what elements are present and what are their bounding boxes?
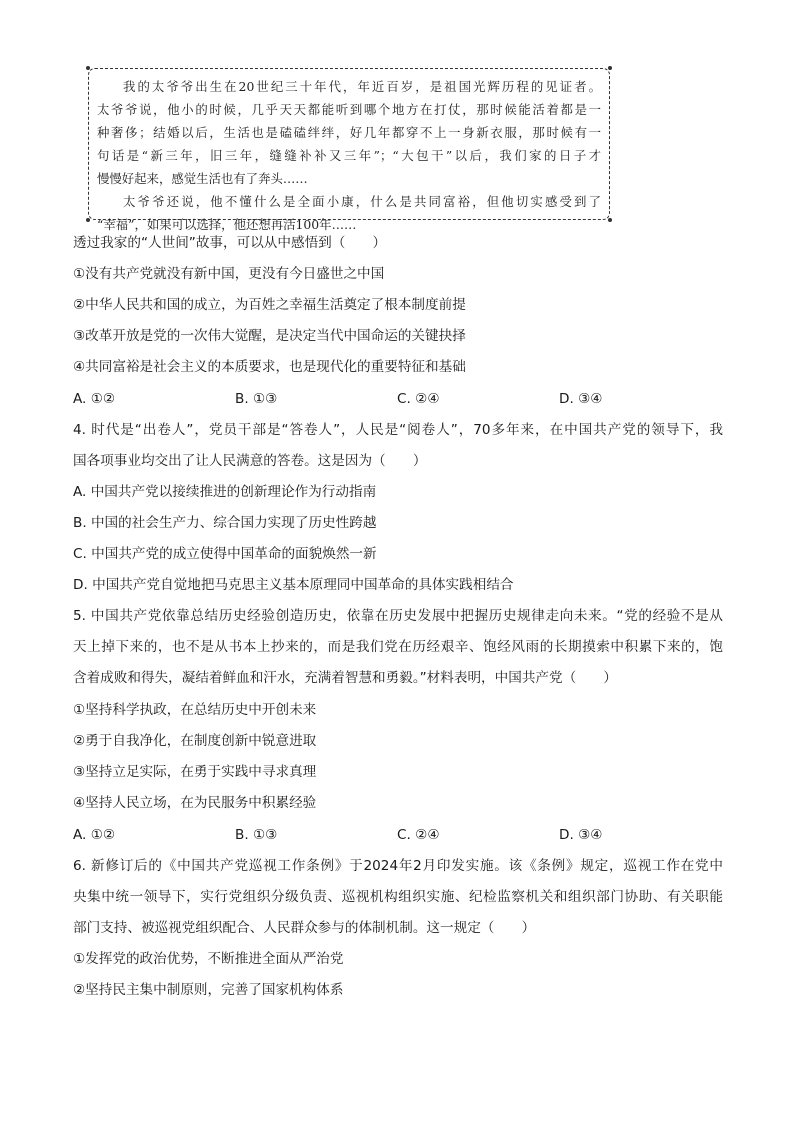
quote-line: 太爷爷还说，他不懂什么是全面小康，什么是共同富裕，但他切实感受到了 [123, 194, 601, 209]
q3-option-c[interactable]: C. ②④ [397, 391, 440, 407]
q5-option-a[interactable]: A. ①② [73, 827, 116, 843]
box-corner-dot [608, 66, 612, 70]
box-corner-dot [86, 66, 90, 70]
q3-statement: ①没有共产党就没有新中国，更没有今日盛世之中国 [73, 266, 385, 282]
q5-statement: ①坚持科学执政，在总结历史中开创未来 [73, 702, 317, 718]
q3-stem: 透过我家的“人世间”故事，可以从中感悟到（ ） [73, 235, 387, 251]
q5-option-d[interactable]: D. ③④ [559, 827, 603, 843]
q5-option-b[interactable]: B. ①③ [235, 827, 278, 843]
q6-stem-line: 央集中统一领导下，实行党组织分级负责、巡视机构组织实施、纪检监察机关和组织部门协助、有关职能 [73, 889, 723, 905]
q5-options [73, 825, 633, 845]
q5-statement: ②勇于自我净化，在制度创新中锐意进取 [73, 733, 317, 749]
q3-option-d[interactable]: D. ③④ [559, 391, 603, 407]
q5-option-c[interactable]: C. ②④ [397, 827, 440, 843]
q5-statement: ④坚持人民立场，在为民服务中积累经验 [73, 795, 317, 811]
q3-statement: ②中华人民共和国的成立，为百姓之幸福生活奠定了根本制度前提 [73, 297, 466, 313]
q3-option-a[interactable]: A. ①② [73, 391, 116, 407]
q3-option-b[interactable]: B. ①③ [235, 391, 278, 407]
box-corner-dot [608, 218, 612, 222]
quote-line: 句话是“新三年，旧三年，缝缝补补又三年”；“大包干”以后，我们家的日子才 [97, 148, 601, 163]
q6-statement: ②坚持民主集中制原则，完善了国家机构体系 [73, 982, 344, 998]
q5-statement: ③坚持立足实际，在勇于实践中寻求真理 [73, 764, 317, 780]
q4-option-a[interactable]: A. 中国共产党以接续推进的创新理论作为行动指南 [73, 484, 377, 500]
q3-statement: ④共同富裕是社会主义的本质要求，也是现代化的重要特征和基础 [73, 359, 466, 375]
q4-stem-line: 4. 时代是“出卷人”，党员干部是“答卷人”，人民是“阅卷人”，70多年来，在中国共产党的领导下，我 [73, 422, 723, 438]
quote-box [88, 68, 610, 232]
q6-statement: ①发挥党的政治优势，不断推进全面从严治党 [73, 951, 344, 967]
quote-line: 我的太爷爷出生在20世纪三十年代，年近百岁，是祖国光辉历程的见证者。 [123, 79, 601, 94]
q4-option-d[interactable]: D. 中国共产党自觉地把马克思主义基本原理同中国革命的具体实践相结合 [73, 577, 514, 593]
q4-option-c[interactable]: C. 中国共产党的成立使得中国革命的面貌焕然一新 [73, 546, 377, 562]
q3-options [73, 389, 633, 409]
q6-stem-line: 6. 新修订后的《中国共产党巡视工作条例》于2024年2月印发实施。该《条例》规定，巡视工作在党中 [73, 858, 723, 874]
box-corner-dot [86, 218, 90, 222]
q3-statement: ③改革开放是党的一次伟大觉醒，是决定当代中国命运的关键抉择 [73, 328, 466, 344]
q4-stem-line: 国各项事业均交出了让人民满意的答卷。这是因为（ ） [73, 453, 427, 469]
q5-stem-line: 5. 中国共产党依靠总结历史经验创造历史，依靠在历史发展中把握历史规律走向未来。“党的经验不是从 [73, 608, 723, 624]
quote-line: 太爷爷说，他小的时候，几乎天天都能听到哪个地方在打仗，那时候能活着都是一 [97, 102, 601, 117]
quote-line: “幸福”，如果可以选择，他还想再活100年…… [97, 217, 357, 232]
quote-line: 慢慢好起来，感觉生活也有了奔头…… [97, 171, 308, 186]
q6-stem-line: 部门支持、被巡视党组织配合、人民群众参与的体制机制。这一规定（ ） [73, 920, 536, 936]
quote-line: 种奢侈；结婚以后，生活也是磕磕绊绊，好几年都穿不上一身新衣服，那时候有一 [97, 125, 601, 140]
q5-stem-line: 含着成败和得失，凝结着鲜血和汗水，充满着智慧和勇毅。”材料表明，中国共产党（ ） [73, 670, 617, 686]
q4-option-b[interactable]: B. 中国的社会生产力、综合国力实现了历史性跨越 [73, 515, 377, 531]
q5-stem-line: 天上掉下来的，也不是从书本上抄来的，而是我们党在历经艰辛、饱经风雨的长期摸索中积累下来的，饱 [73, 639, 723, 655]
